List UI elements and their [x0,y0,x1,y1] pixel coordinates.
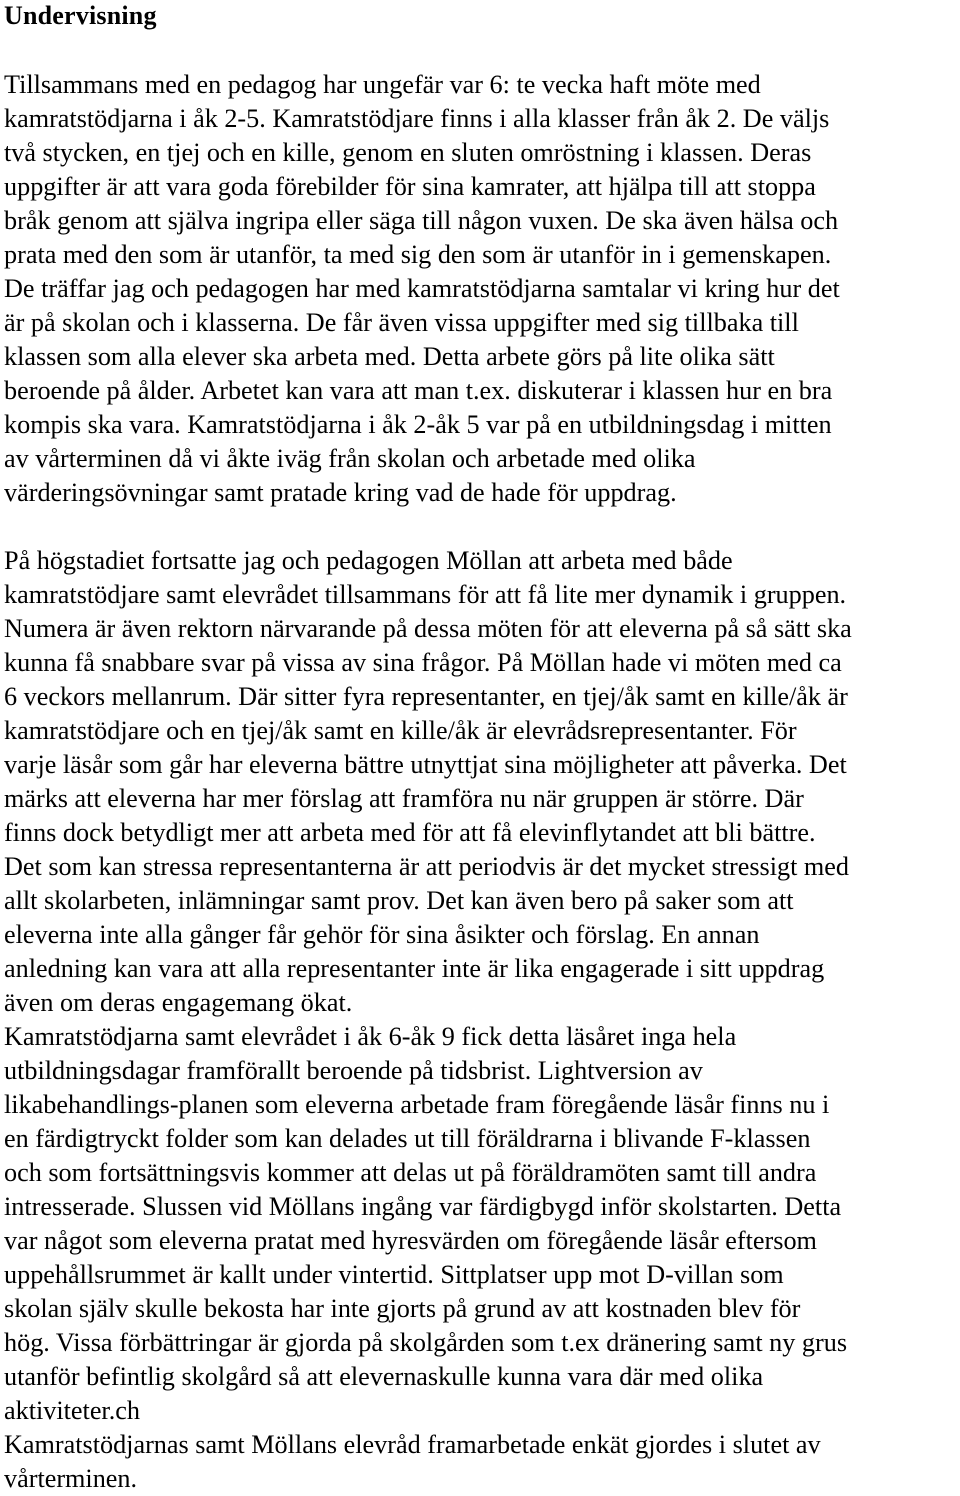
text-line: värderingsövningar samt pratade kring vad de hade för uppdrag. [4,478,677,507]
text-line: uppgifter är att vara goda förebilder för sina kamrater, att hjälpa till att stoppa [4,172,816,201]
text-line: kamratstödjare samt elevrådet tillsammans för att få lite mer dynamik i gruppen. [4,580,847,609]
text-line: skolan själv skulle bekosta har inte gjorts på grund av att kostnaden blev för [4,1294,801,1323]
text-line: beroende på ålder. Arbetet kan vara att man t.ex. diskuterar i klassen hur en bra [4,376,833,405]
text-line: klassen som alla elever ska arbeta med. Detta arbete görs på lite olika sätt [4,342,775,371]
text-line: likabehandlings-planen som eleverna arbetade fram föregående läsår finns nu i [4,1090,830,1119]
text-line: även om deras engagemang ökat. [4,988,353,1017]
paragraph-hogstadiet [4,544,960,1020]
text-line: var något som eleverna pratat med hyresvärden om föregående läsår eftersom [4,1226,817,1255]
text-line: utbildningsdagar framförallt beroende på tidsbrist. Lightversion av [4,1056,703,1085]
text-line: 6 veckors mellanrum. Där sitter fyra representanter, en tjej/åk samt en kille/åk är [4,682,848,711]
text-line: av vårterminen då vi åkte iväg från skolan och arbetade med olika [4,444,696,473]
text-line: allt skolarbeten, inlämningar samt prov. Det kan även bero på saker som att [4,886,794,915]
text-line: utanför befintlig skolgård så att elevernaskulle kunna vara där med olika [4,1362,764,1391]
text-line: Tillsammans med en pedagog har ungefär var 6: te vecka haft möte med [4,70,761,99]
text-line: vårterminen. [4,1464,138,1493]
text-line: kunna få snabbare svar på vissa av sina frågor. På Möllan hade vi möten med ca [4,648,842,677]
text-line: hög. Vissa förbättringar är gjorda på skolgården som t.ex dränering samt ny grus [4,1328,848,1357]
text-line: aktiviteter.ch [4,1396,140,1425]
paragraph-kamratstodjare-lagstadiet [4,68,960,510]
paragraph-elevradet-utbildning [4,1020,960,1428]
text-line: bråk genom att själva ingripa eller säga till någon vuxen. De ska även hälsa och [4,206,839,235]
text-line: varje läsår som går har eleverna bättre utnyttjat sina möjligheter att påverka. Det [4,750,847,779]
section-heading: Undervisning [4,1,157,30]
text-line: eleverna inte alla gånger får gehör för sina åsikter och förslag. En annan [4,920,760,949]
text-line: uppehållsrummet är kallt under vintertid. Sittplatser upp mot D-villan som [4,1260,784,1289]
text-line: Numera är även rektorn närvarande på dessa möten för att eleverna på så sätt ska [4,614,852,643]
text-line: På högstadiet fortsatte jag och pedagogen Möllan att arbeta med både [4,546,733,575]
text-line: två stycken, en tjej och en kille, genom en sluten omröstning i klassen. Deras [4,138,812,167]
text-line: De träffar jag och pedagogen har med kamratstödjarna samtalar vi kring hur det [4,274,840,303]
text-line: Kamratstödjarnas samt Möllans elevråd framarbetade enkät gjordes i slutet av [4,1430,821,1459]
text-line: kompis ska vara. Kamratstödjarna i åk 2-åk 5 var på en utbildningsdag i mitten [4,410,832,439]
text-line: finns dock betydligt mer att arbeta med för att få elevinflytandet att bli bättre. [4,818,816,847]
text-line: märks att eleverna har mer förslag att framföra nu när gruppen är större. Där [4,784,804,813]
text-line: intresserade. Slussen vid Möllans ingång var färdigbygd inför skolstarten. Detta [4,1192,842,1221]
text-line: kamratstödjarna i åk 2-5. Kamratstödjare finns i alla klasser från åk 2. De väljs [4,104,830,133]
text-line: prata med den som är utanför, ta med sig den som är utanför in i gemenskapen. [4,240,832,269]
text-line: en färdigtryckt folder som kan delades ut till föräldrarna i blivande F-klassen [4,1124,811,1153]
paragraph-enkat [4,1428,960,1496]
text-line: Kamratstödjarna samt elevrådet i åk 6-åk 9 fick detta läsåret inga hela [4,1022,737,1051]
text-line: Det som kan stressa representanterna är att periodvis är det mycket stressigt med [4,852,849,881]
text-line: anledning kan vara att alla representanter inte är lika engagerade i sitt uppdrag [4,954,825,983]
text-line: är på skolan och i klasserna. De får även vissa uppgifter med sig tillbaka till [4,308,799,337]
text-line: kamratstödjare och en tjej/åk samt en kille/åk är elevrådsrepresentanter. För [4,716,797,745]
text-line: och som fortsättningsvis kommer att delas ut på föräldramöten samt till andra [4,1158,817,1187]
